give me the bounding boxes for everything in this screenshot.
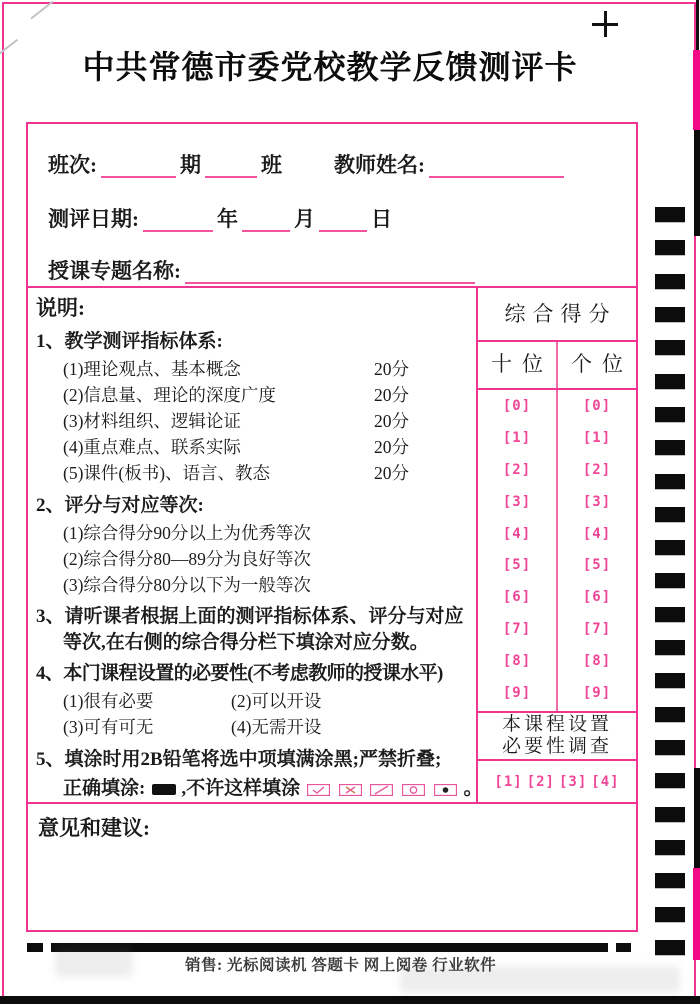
date-label: 测评日期:	[48, 207, 139, 231]
tens-bubble-8[interactable]: [8]	[502, 653, 532, 669]
sync-bar	[51, 943, 608, 952]
timing-mark	[655, 207, 685, 222]
wrong-fill-slash-icon	[370, 784, 393, 796]
month-blank[interactable]	[242, 208, 290, 232]
month-suffix: 月	[294, 207, 315, 231]
scan-artifact	[55, 945, 133, 977]
wrong-fill-dot-icon	[434, 784, 457, 796]
edge-bar	[694, 130, 700, 236]
ones-bubble-5[interactable]: [5]	[582, 557, 612, 574]
ones-column-header: 个位	[571, 352, 633, 376]
sync-square	[616, 943, 631, 952]
tens-bubble-0[interactable]: [0]	[502, 398, 532, 414]
tens-bubble-4[interactable]: [4]	[502, 525, 532, 542]
date-row	[48, 204, 392, 234]
timing-mark	[655, 307, 685, 322]
tens-bubble-7[interactable]: [7]	[502, 621, 532, 638]
vendor-footer-text: 销售: 光标阅读机 答题卡 网上阅卷 行业软件	[185, 957, 497, 974]
timing-mark	[655, 240, 685, 255]
wrong-fill-check-icon	[307, 784, 330, 796]
necessity-options-row	[63, 688, 476, 714]
timing-mark	[655, 773, 685, 788]
edge-bar	[693, 868, 700, 960]
indicator-score: 20分	[374, 385, 409, 405]
indicator-score: 20分	[374, 437, 409, 457]
indicator-list	[63, 356, 476, 486]
indicator-text: (5)课件(板书)、语言、教态	[63, 463, 271, 483]
tens-column-header: 十位	[478, 342, 558, 388]
survey-bubble-4[interactable]: [4]	[591, 773, 620, 790]
survey-bubble-1[interactable]: [1]	[494, 773, 523, 790]
teacher-name-blank[interactable]	[429, 154, 564, 178]
indicator-score: 20分	[374, 411, 409, 431]
survey-title-line2: 必要性调查	[501, 736, 612, 757]
indicator-score: 20分	[374, 359, 409, 379]
sync-square	[27, 943, 43, 952]
ones-bubble-2[interactable]: [2]	[582, 461, 612, 478]
bottom-edge-bar	[0, 996, 700, 1004]
timing-mark	[655, 440, 685, 455]
period-mark: 。	[463, 778, 483, 799]
timing-mark	[655, 374, 685, 389]
timing-mark	[655, 340, 685, 355]
header-fields	[28, 124, 636, 288]
survey-bubble-3[interactable]: [3]	[559, 773, 588, 790]
class-row	[48, 150, 568, 180]
tens-bubble-6[interactable]: [6]	[502, 589, 532, 606]
topic-blank[interactable]	[185, 260, 475, 284]
timing-track	[655, 207, 685, 955]
tens-bubble-2[interactable]: [2]	[502, 461, 532, 478]
timing-mark	[655, 707, 685, 722]
tens-bubble-column	[478, 390, 558, 711]
tens-bubble-9[interactable]: [9]	[502, 684, 532, 701]
topic-label: 授课专题名称:	[48, 259, 181, 283]
timing-mark	[655, 807, 685, 822]
necessity-options-row	[63, 714, 476, 740]
year-blank[interactable]	[143, 208, 213, 232]
instructions-panel	[28, 288, 483, 802]
ones-bubble-9[interactable]: [9]	[582, 684, 612, 701]
class-period-blank[interactable]	[101, 154, 176, 178]
comments-section[interactable]	[28, 802, 636, 930]
instructions-heading: 说明:	[36, 296, 85, 320]
wrong-fill-cross-icon	[339, 784, 362, 796]
ones-bubble-1[interactable]: [1]	[582, 429, 612, 446]
timing-mark	[655, 840, 685, 855]
page-border-top	[2, 2, 696, 4]
grade-item: (2)综合得分80—89分为良好等次	[63, 549, 311, 569]
indicator-item	[63, 408, 409, 434]
correct-fill-mark	[152, 784, 176, 795]
necessity-option: (3)可有可无	[63, 717, 154, 737]
ones-bubble-0[interactable]: [0]	[582, 398, 612, 414]
topic-row	[48, 256, 479, 286]
tens-bubble-1[interactable]: [1]	[502, 429, 532, 446]
survey-title-line1: 本课程设置	[501, 714, 612, 735]
section5-line1: 5、填涂时用2B铅笔将选中项填满涂黑;严禁折叠;	[36, 749, 442, 770]
ones-bubble-6[interactable]: [6]	[582, 589, 612, 606]
timing-mark	[655, 474, 685, 489]
section4-title: 4、本门课程设置的必要性(不考虑教师的授课水平)	[36, 663, 443, 684]
timing-mark	[655, 274, 685, 289]
survey-bubble-2[interactable]: [2]	[526, 773, 555, 790]
indicator-text: (1)理论观点、基本概念	[63, 359, 241, 379]
timing-mark	[655, 673, 685, 688]
comments-label: 意见和建议:	[38, 816, 150, 840]
section1-title: 1、教学测评指标体系:	[36, 331, 223, 352]
card-title: 中共常德市委党校教学反馈测评卡	[82, 49, 578, 85]
score-bubble-grid	[478, 390, 636, 713]
indicator-item	[63, 382, 409, 408]
ones-bubble-7[interactable]: [7]	[582, 621, 612, 638]
timing-mark	[655, 740, 685, 755]
timing-mark	[655, 907, 685, 922]
grade-item: (3)综合得分80分以下为一般等次	[63, 575, 311, 595]
survey-bubble-row	[478, 761, 636, 802]
indicator-text: (4)重点难点、联系实际	[63, 437, 241, 457]
day-blank[interactable]	[319, 208, 367, 232]
wrong-fill-label: ,不许这样填涂	[181, 778, 301, 799]
timing-mark	[655, 640, 685, 655]
course-survey-title	[478, 713, 636, 761]
indicator-item	[63, 460, 409, 486]
section5-line2	[63, 774, 483, 804]
tens-bubble-5[interactable]: [5]	[502, 557, 532, 574]
correct-fill-label: 正确填涂:	[63, 778, 146, 799]
score-panel-title: 综合得分	[478, 288, 636, 342]
edge-bar	[693, 50, 700, 130]
form-body	[26, 122, 638, 932]
score-column-headers	[478, 342, 636, 390]
ones-bubble-8[interactable]: [8]	[582, 653, 612, 669]
indicator-score: 20分	[374, 463, 409, 483]
timing-mark	[655, 873, 685, 888]
indicator-text: (3)材料组织、逻辑论证	[63, 411, 241, 431]
timing-mark	[655, 507, 685, 522]
indicator-item	[63, 434, 409, 460]
necessity-option: (4)无需开设	[231, 717, 322, 737]
grade-item: (1)综合得分90分以上为优秀等次	[63, 523, 311, 543]
page-border-left	[2, 2, 4, 996]
indicator-text: (2)信息量、理论的深度广度	[63, 385, 276, 405]
class-label: 班次:	[48, 153, 97, 177]
year-suffix: 年	[217, 207, 238, 231]
timing-mark	[655, 407, 685, 422]
necessity-option: (2)可以开设	[231, 691, 322, 711]
registration-plus-mark	[592, 11, 618, 37]
timing-mark	[655, 940, 685, 955]
class-number-blank[interactable]	[205, 154, 257, 178]
section3-text: 3、请听课者根据上面的测评指标体系、评分与对应等次,在右侧的综合得分栏下填涂对应分数。	[36, 606, 464, 653]
timing-mark	[655, 540, 685, 555]
class-suffix: 班	[261, 153, 282, 177]
period-suffix: 期	[180, 153, 201, 177]
edge-bar	[694, 768, 700, 868]
tens-bubble-3[interactable]: [3]	[502, 493, 532, 510]
score-panel	[476, 288, 636, 802]
section2-title: 2、评分与对应等次:	[36, 495, 204, 516]
timing-mark	[655, 607, 685, 622]
indicator-item	[63, 356, 409, 382]
ones-bubble-3[interactable]: [3]	[582, 493, 612, 510]
edge-bar	[696, 0, 699, 52]
grade-list	[63, 520, 476, 598]
day-suffix: 日	[371, 207, 392, 231]
teacher-name-label: 教师姓名:	[334, 153, 425, 177]
ones-bubble-4[interactable]: [4]	[582, 525, 612, 542]
wrong-fill-circle-icon	[402, 784, 425, 796]
ones-bubble-column	[558, 390, 636, 711]
necessity-option: (1)很有必要	[63, 691, 154, 711]
timing-mark	[655, 573, 685, 588]
